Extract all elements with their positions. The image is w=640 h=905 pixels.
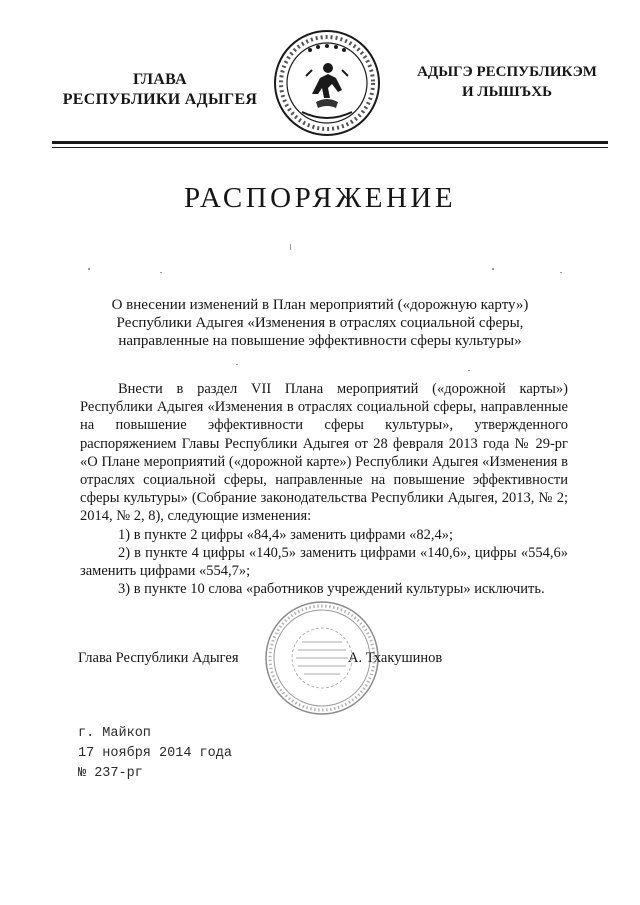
body-intro-paragraph: Внести в раздел VII Плана мероприятий («дорожной карты») Республики Адыгея «Изменения в отраслях социальной сферы, направленные на повышение эффективности сферы культуры», утвержденного распоряжением Главы Республики Адыгея от 28 февраля 2013 года № 29-рг «О Плане мероприятий («дорожной карте») Республики Адыгея «Изменения в отраслях социальной сферы, направленные на повышение эффективности сферы культуры» (Собрание законодательства Республики Адыгея, 2013, № 2; 2014, № 2, 8), следующие изменения: bbox=[80, 381, 568, 525]
scan-speck bbox=[160, 272, 162, 273]
header-right-line1: АДЫГЭ РЕСПУБЛИКЭМ bbox=[417, 64, 597, 80]
header-divider-thick bbox=[52, 141, 608, 144]
subject-line-1: О внесении изменений в План мероприятий («дорожную карту») bbox=[111, 297, 529, 313]
document-footer bbox=[78, 724, 232, 784]
scan-speck bbox=[236, 364, 238, 365]
body-item-2: 2) в пункте 4 цифры «140,5» заменить цифрами «140,6», цифры «554,6» заменить цифрами «554,7»; bbox=[80, 544, 568, 580]
header-divider-thin bbox=[52, 147, 608, 148]
scan-speck bbox=[88, 268, 90, 270]
subject-line-2: Республики Адыгея «Изменения в отраслях социальной сферы, bbox=[116, 315, 524, 331]
header-right-line2: И ЛЫШЪХЬ bbox=[461, 84, 553, 100]
document-title: РАСПОРЯЖЕНИЕ bbox=[183, 182, 457, 214]
footer-number: № 237-рг bbox=[78, 766, 143, 781]
header-left-block bbox=[40, 70, 280, 110]
document-body bbox=[80, 380, 568, 598]
scan-speck bbox=[560, 272, 562, 273]
body-item-3: 3) в пункте 10 слова «работников учреждений культуры» исключить. bbox=[118, 581, 545, 598]
signer-name: А. Тхакушинов bbox=[348, 650, 443, 666]
header-right-block bbox=[388, 62, 626, 102]
header-left-line2: РЕСПУБЛИКИ АДЫГЕЯ bbox=[62, 91, 258, 108]
scan-speck bbox=[492, 268, 494, 270]
header-left-line1: ГЛАВА bbox=[133, 71, 187, 88]
document-subject bbox=[80, 296, 560, 350]
body-item-1: 1) в пункте 2 цифры «84,4» заменить цифрами «82,4»; bbox=[118, 526, 454, 543]
footer-city: г. Майкоп bbox=[78, 726, 151, 741]
coat-of-arms-emblem-icon bbox=[272, 28, 382, 138]
footer-date: 17 ноября 2014 года bbox=[78, 746, 232, 761]
signer-position: Глава Республики Адыгея bbox=[78, 650, 239, 666]
scan-speck bbox=[468, 370, 470, 371]
subject-line-3: направленные на повышение эффективности сферы культуры» bbox=[118, 333, 522, 349]
scan-speck bbox=[290, 244, 291, 250]
